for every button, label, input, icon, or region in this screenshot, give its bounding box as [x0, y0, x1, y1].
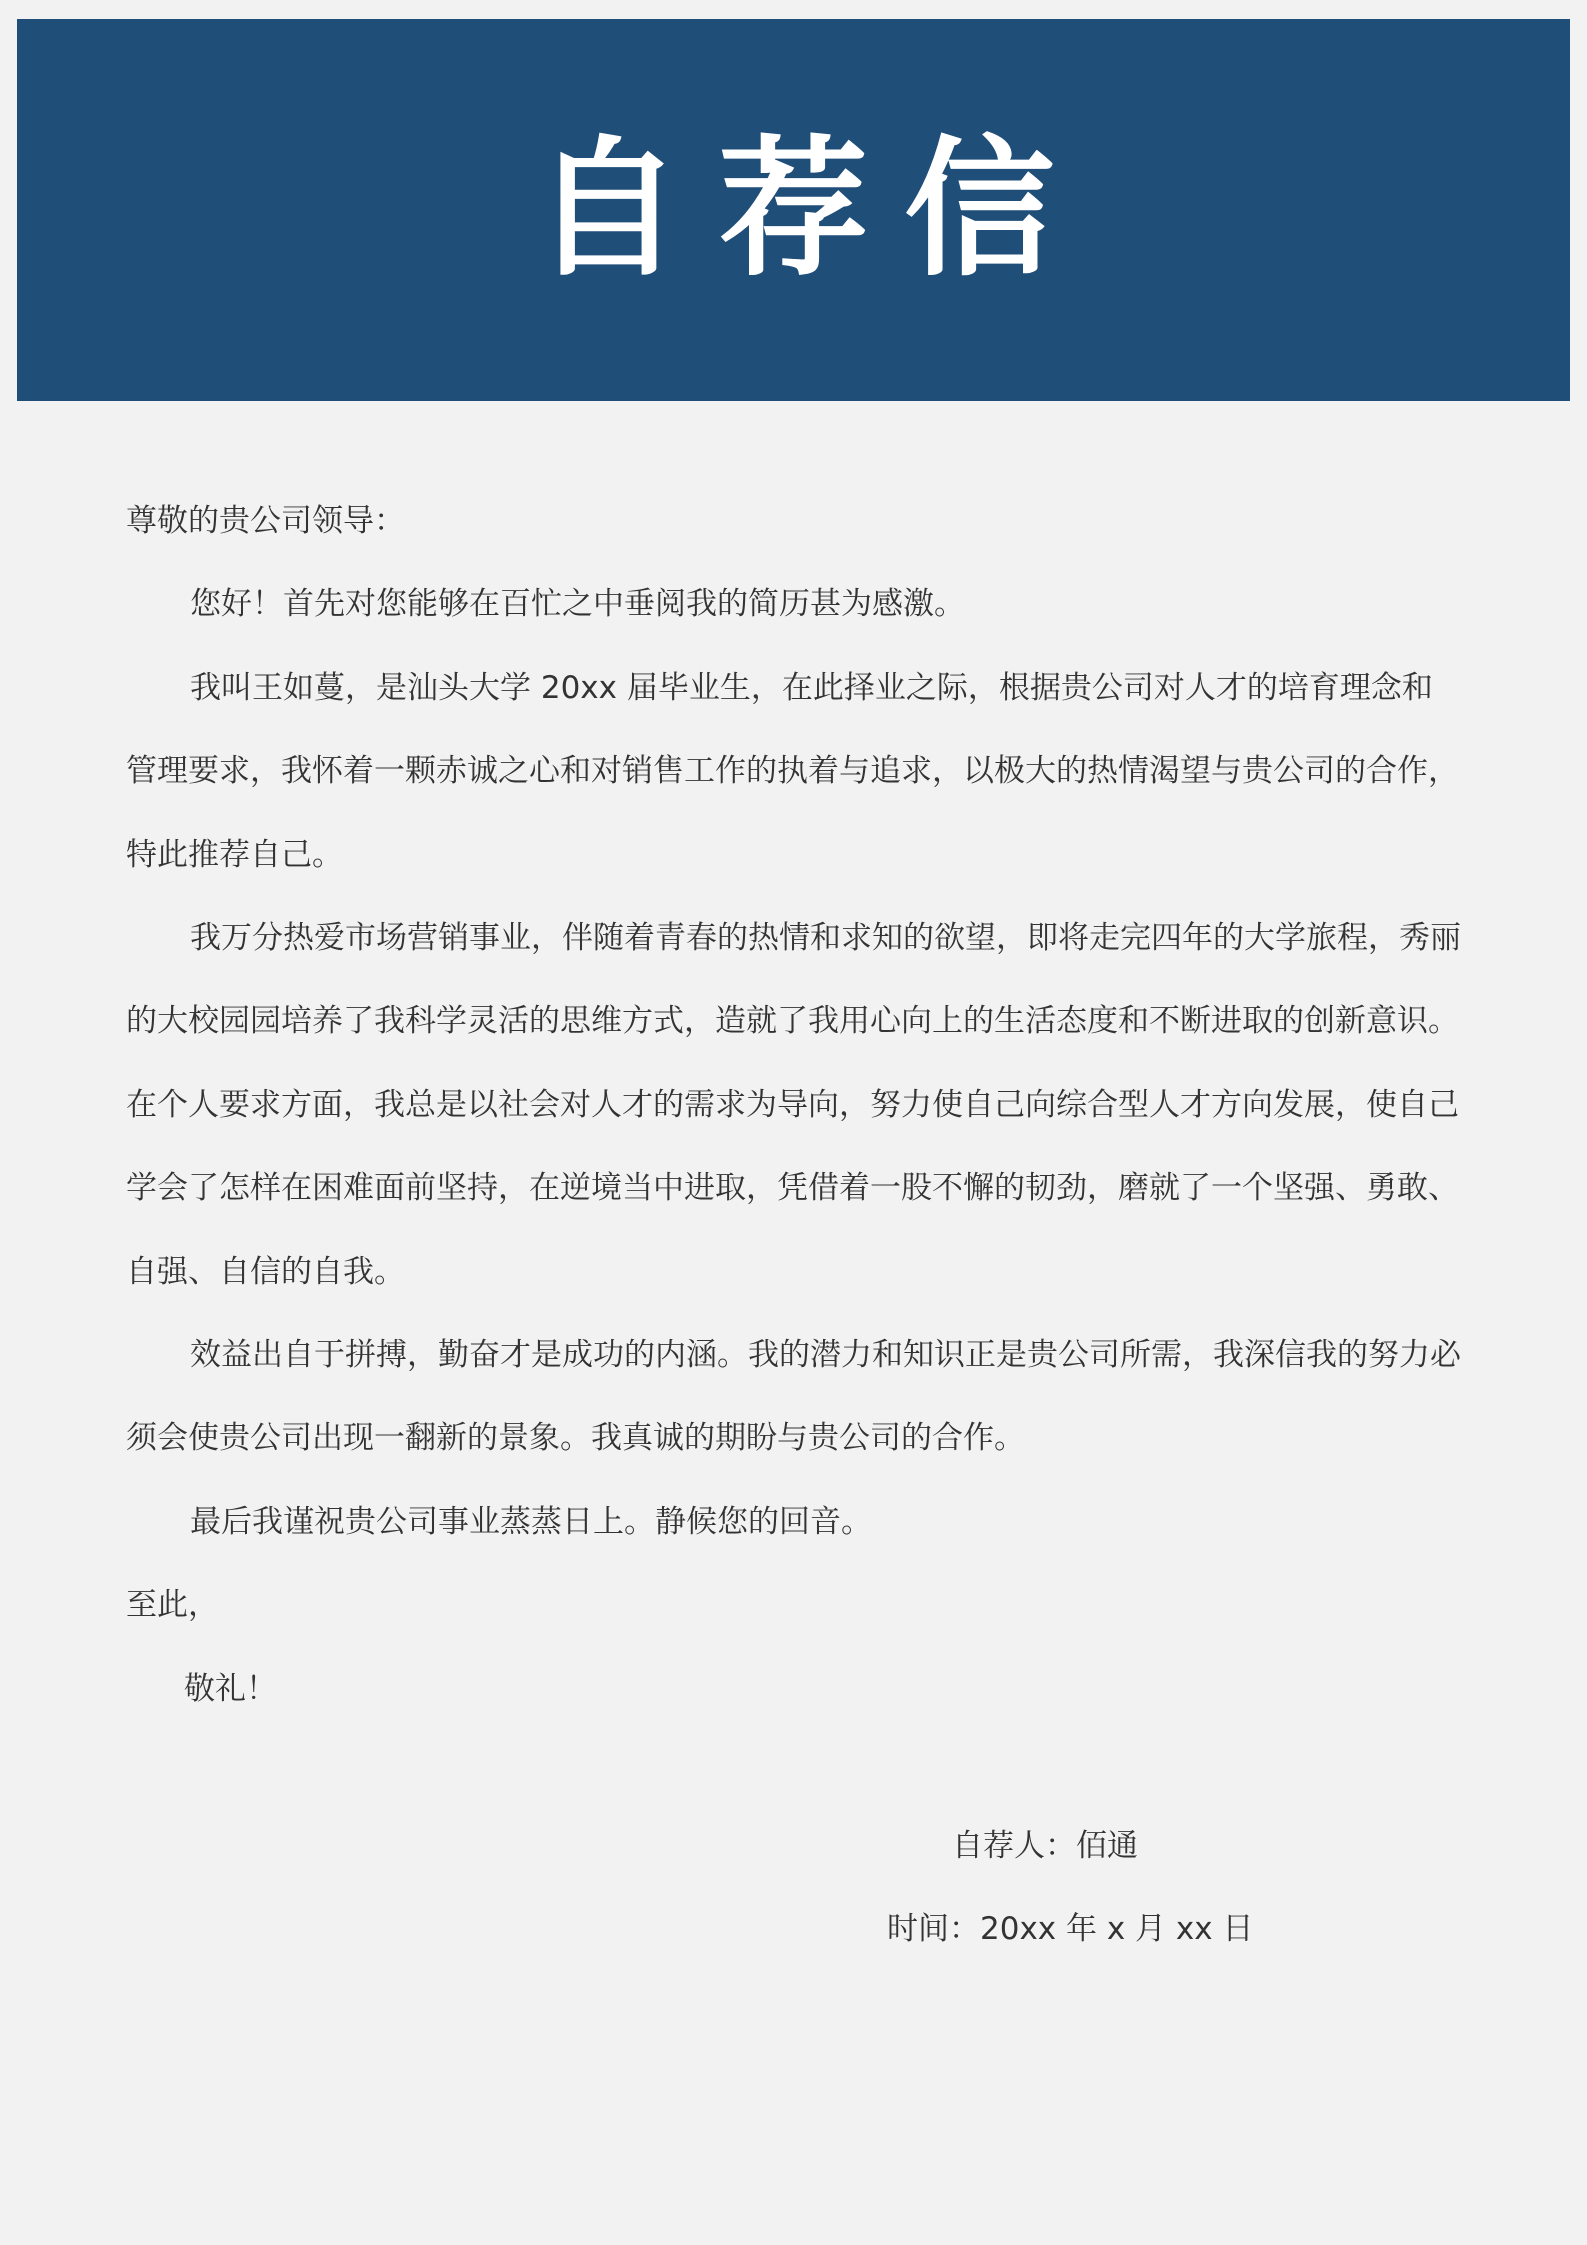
signature-date: 时间：20xx 年 x 月 xx 日: [887, 1911, 1254, 1947]
signature-name: 自荐人：佰通: [952, 1828, 1138, 1864]
paragraph-introduction: 我叫王如蔓，是汕头大学 20xx 届毕业生，在此择业之际，根据贵公司对人才的培育理念和管理要求，我怀着一颗赤诚之心和对销售工作的执着与追求，以极大的热情渴望与贵公司的合作，特此推荐自己。: [126, 669, 1459, 873]
closing-line: 至此，: [126, 1587, 219, 1624]
paragraph-greeting: 您好！首先对您能够在百忙之中垂阅我的简历甚为感激。: [190, 586, 965, 623]
paragraph-commitment: 效益出自于拼搏，勤奋才是成功的内涵。我的潜力和知识正是贵公司所需，我深信我的努力必须会使贵公司出现一翻新的景象。我真诚的期盼与贵公司的合作。: [126, 1337, 1461, 1457]
page-title: 自荐信: [532, 123, 1091, 297]
paragraph-qualities: 我万分热爱市场营销事业，伴随着青春的热情和求知的欲望，即将走完四年的大学旅程，秀丽的大校园园培养了我科学灵活的思维方式，造就了我用心向上的生活态度和不断进取的创新意识。在个人要求方面，我总是以社会对人才的需求为导向，努力使自己向综合型人才方向发展，使自己学会了怎样在困难面前坚持，在逆境当中进取，凭借着一股不懈的韧劲，磨就了一个坚强、勇敢、自强、自信的自我。: [126, 920, 1461, 1290]
letter-header: [17, 19, 1570, 401]
salutation: 尊敬的贵公司领导：: [126, 503, 405, 539]
regards-line: 敬礼！: [184, 1670, 277, 1707]
paragraph-wishes: 最后我谨祝贵公司事业蒸蒸日上。静候您的回音。: [190, 1503, 872, 1540]
letter-body: [126, 480, 1461, 1731]
